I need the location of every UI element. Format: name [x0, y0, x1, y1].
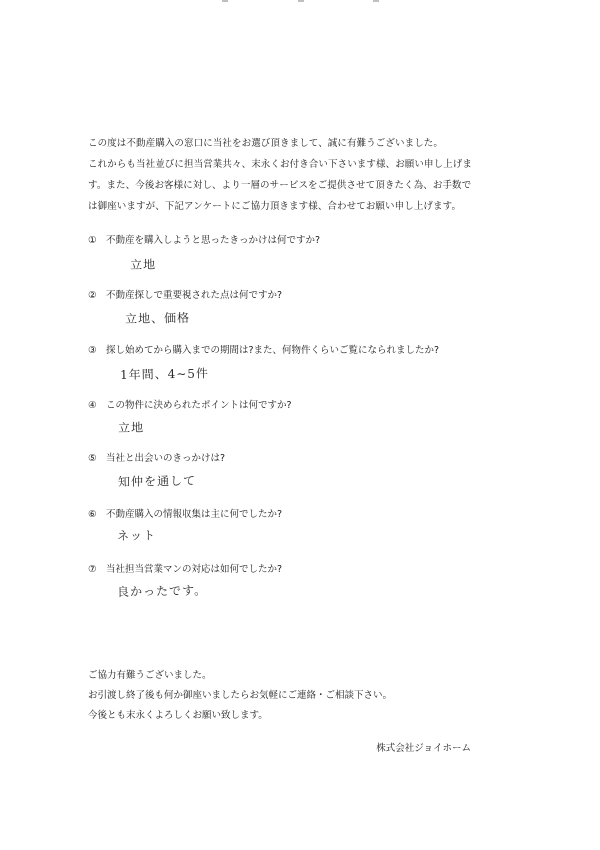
scan-edge-mark: [373, 0, 379, 2]
answer-4: 立地: [117, 420, 145, 435]
question-number: ④: [88, 400, 97, 411]
answer-6: ネット: [116, 528, 157, 543]
question-7: [88, 561, 282, 575]
question-text: 不動産探しで重要視された点は何ですか?: [106, 290, 283, 301]
closing-line: お引渡し終了後も何か御座いましたらお気軽にご連絡・ご相談下さい。: [88, 690, 393, 701]
closing-line: ご協力有難うございました。: [88, 670, 212, 681]
intro-line: す。また、今後お客様に対し、より一層のサービスをご提供させて頂きたく為、お手数で: [88, 180, 472, 191]
question-number: ⑤: [88, 453, 97, 464]
answer-3: 1年間、4~5件: [119, 366, 210, 382]
question-number: ①: [88, 235, 97, 246]
answer-1: 立地: [129, 257, 157, 272]
intro-line: これからも当社並びに担当営業共々、末永くお付き合い下さいます様、お願い申し上げま: [88, 159, 473, 170]
question-6: [88, 506, 282, 520]
answer-7: 良かったです。: [116, 583, 208, 599]
question-text: 不動産購入の情報収集は主に何でしたか?: [106, 509, 283, 520]
scan-edge-mark: [298, 0, 304, 2]
question-text: この物件に決められたポイントは何ですか?: [106, 400, 292, 411]
scan-edge-mark: [222, 0, 228, 2]
question-1: [88, 232, 320, 246]
answer-2: 立地、価格: [124, 310, 191, 326]
closing-line: 今後とも末永くよろしくお願い致します。: [88, 710, 268, 721]
question-5: [88, 450, 225, 464]
question-number: ⑥: [88, 509, 97, 520]
question-number: ⑦: [88, 564, 97, 575]
question-number: ③: [88, 345, 97, 356]
closing-paragraph: [88, 666, 528, 726]
question-3: [88, 342, 439, 356]
question-text: 当社と出会いのきっかけは?: [106, 453, 226, 464]
question-2: [88, 287, 282, 301]
intro-paragraph: [88, 133, 528, 217]
question-4: [88, 397, 292, 411]
question-text: 当社担当営業マンの対応は如何でしたか?: [106, 564, 283, 575]
company-name: 株式会社ジョイホーム: [376, 743, 471, 754]
intro-line: この度は不動産購入の窓口に当社をお選び頂きまして、誠に有難うございました。: [88, 138, 444, 149]
answer-5: 知仲を通して: [117, 473, 197, 489]
intro-line: は御座いますが、下記アンケートにご協力頂きます様、合わせてお願い申し上げます。: [88, 201, 462, 212]
question-number: ②: [88, 290, 97, 301]
question-text: 不動産を購入しようと思ったきっかけは何ですか?: [106, 235, 321, 246]
question-text: 探し始めてから購入までの期間は?また、何物件くらいご覧になられましたか?: [106, 345, 440, 356]
